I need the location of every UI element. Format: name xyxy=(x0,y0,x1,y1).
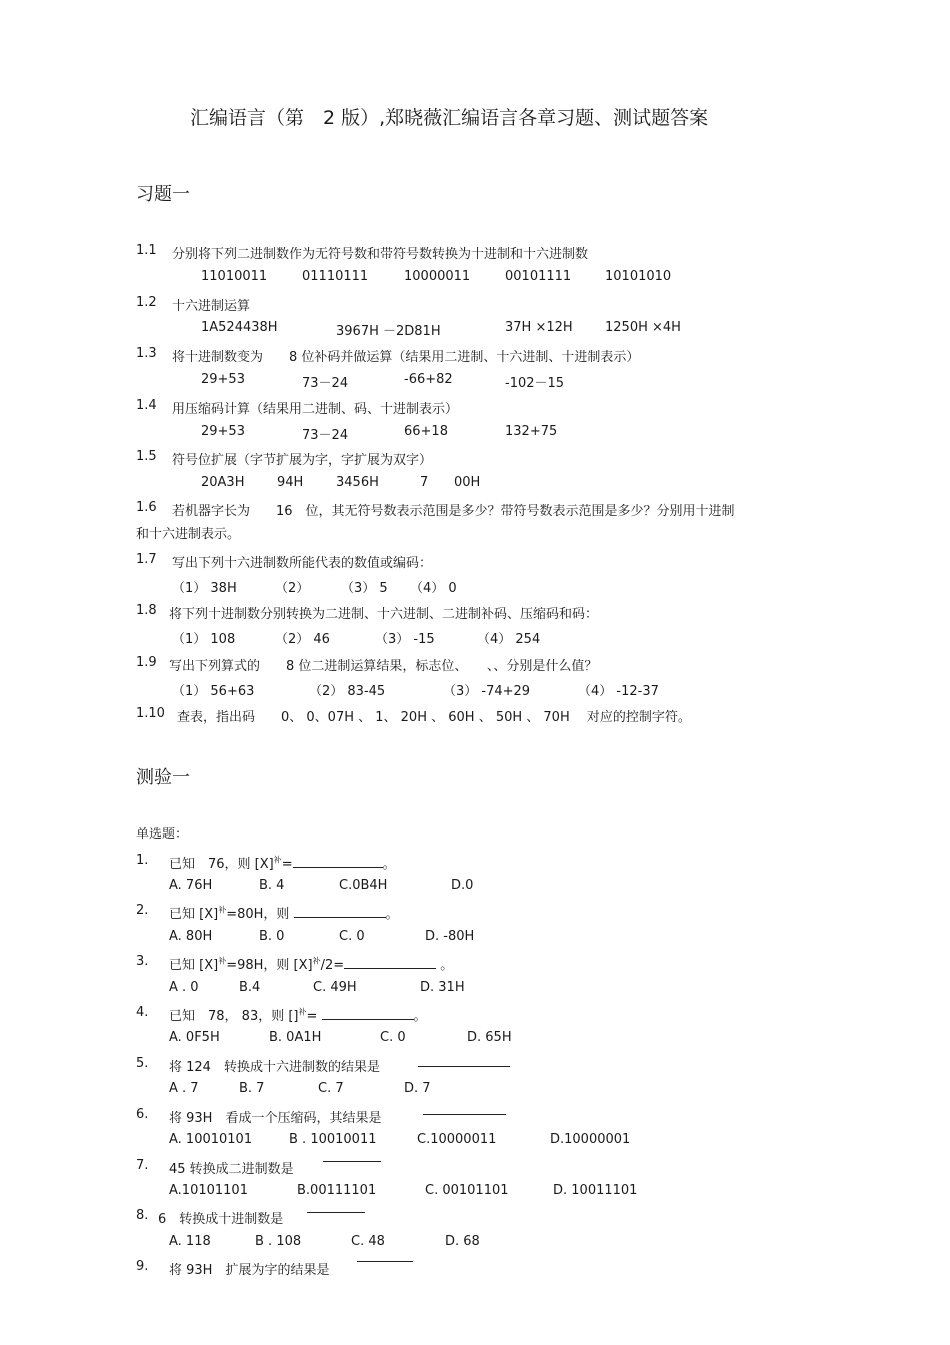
option: D. -80H xyxy=(425,929,475,944)
option: A. 118 xyxy=(169,1234,211,1249)
answer-blank xyxy=(323,1149,381,1162)
answer-blank xyxy=(322,1007,414,1020)
list-item: 10101010 xyxy=(605,269,672,284)
option: B. 4 xyxy=(259,878,285,893)
question-number: 9. xyxy=(136,1259,149,1274)
option: B.00111101 xyxy=(297,1183,377,1198)
option: D. 10011101 xyxy=(553,1183,638,1198)
question-text: 6 转换成十进制数是 xyxy=(158,1212,284,1227)
question-text: 已知 $[X]^补=98H$，则 $[X]^补/2=$ 。 xyxy=(169,956,454,973)
list-item: 73－24 xyxy=(302,428,349,443)
exercise-number: 1.4 xyxy=(136,398,157,413)
list-item: 73－24 xyxy=(302,376,349,391)
list-item: （1） 108 xyxy=(172,632,236,647)
exercise-text: 写出下列十六进制数所能代表的数值或编码： xyxy=(172,556,433,571)
exercise-text: 用压缩码计算（结果用二进制、码、十进制表示） xyxy=(172,402,459,417)
exercise-text: 分别将下列二进制数作为无符号数和带符号数转换为十进制和十六进制数 xyxy=(172,247,589,262)
list-item: 1250H ×4H xyxy=(605,320,681,335)
list-item: 29+53 xyxy=(201,424,245,439)
exercise-text: 将十进制数变为 8 位补码并做运算（结果用二进制、十六进制、十进制表示） xyxy=(172,350,640,365)
option: D. 65H xyxy=(467,1030,512,1045)
question-text: 将 124 转换成十六进制数的结果是 xyxy=(169,1060,380,1075)
section-heading-quiz: 测验一 xyxy=(136,767,190,788)
list-item: （4） 254 xyxy=(477,632,541,647)
answer-blank xyxy=(418,1054,510,1067)
option: B. 0A1H xyxy=(269,1030,322,1045)
exercise-number: 1.5 xyxy=(136,449,157,464)
answer-blank xyxy=(357,1249,413,1262)
question-number: 1. xyxy=(136,853,149,868)
list-item: 3456H xyxy=(336,475,379,490)
option: C. 7 xyxy=(318,1081,344,1096)
option: A. 10010101 xyxy=(169,1132,253,1147)
list-item: 20A3H xyxy=(201,475,245,490)
option: C.0B4H xyxy=(339,878,388,893)
option: D. 68 xyxy=(445,1234,480,1249)
list-item: -102－15 xyxy=(505,376,565,391)
list-item: 3967H －2D81H xyxy=(336,324,441,339)
section-heading-exercises: 习题一 xyxy=(136,184,190,205)
list-item: （3） 5 xyxy=(341,581,388,596)
exercise-number: 1.10 xyxy=(136,706,165,721)
question-number: 3. xyxy=(136,954,149,969)
exercise-text: 十六进制运算 xyxy=(172,299,251,314)
page-title: 汇编语言（第 2 版）,郑晓薇汇编语言各章习题、测试题答案 xyxy=(190,107,709,129)
exercise-text: 符号位扩展（字节扩展为字，字扩展为双字） xyxy=(172,453,433,468)
exercise-text: 和十六进制表示。 xyxy=(136,527,241,542)
option: A.10101101 xyxy=(169,1183,248,1198)
question-text: 已知 78， 83，则 []$^补$= 。 xyxy=(169,1007,427,1024)
list-item: （3） -15 xyxy=(375,632,435,647)
list-item: （1） 38H xyxy=(172,581,237,596)
question-number: 6. xyxy=(136,1107,149,1122)
option: A. 76H xyxy=(169,878,213,893)
exercise-number: 1.7 xyxy=(136,552,157,567)
option: C. 48 xyxy=(351,1234,385,1249)
option: B . 108 xyxy=(255,1234,302,1249)
option: B. 7 xyxy=(239,1081,265,1096)
subheading-single-choice: 单选题： xyxy=(136,827,189,842)
list-item: 00101111 xyxy=(505,269,572,284)
question-number: 2. xyxy=(136,903,149,918)
list-item: 29+53 xyxy=(201,372,245,387)
question-text: 已知 76，则 $[X]^补=$ 。 xyxy=(169,855,396,872)
option: A. 80H xyxy=(169,929,213,944)
option: A . 0 xyxy=(169,980,199,995)
question-text: 将 93H 扩展为字的结果是 xyxy=(169,1263,330,1278)
question-number: 4. xyxy=(136,1005,149,1020)
list-item: -66+82 xyxy=(404,372,453,387)
exercise-text: 写出下列算式的 8 位二进制运算结果，标志位、 、、分别是什么值？ xyxy=(169,659,598,674)
answer-blank xyxy=(293,855,383,868)
list-item: （2） 46 xyxy=(275,632,330,647)
option: A . 7 xyxy=(169,1081,199,1096)
list-item: 00H xyxy=(454,475,481,490)
option: C. 0 xyxy=(380,1030,406,1045)
question-number: 5. xyxy=(136,1056,149,1071)
exercise-number: 1.2 xyxy=(136,295,157,310)
option: D. 7 xyxy=(404,1081,431,1096)
list-item: 37H ×12H xyxy=(505,320,573,335)
exercise-number: 1.3 xyxy=(136,346,157,361)
list-item: （2） xyxy=(275,581,310,596)
list-item: 10000011 xyxy=(404,269,471,284)
list-item: （4） -12-37 xyxy=(578,684,659,699)
list-item: 11010011 xyxy=(201,269,268,284)
exercise-number: 1.1 xyxy=(136,243,157,258)
list-item: （3） -74+29 xyxy=(443,684,531,699)
list-item: 7 xyxy=(420,475,429,490)
question-text: 将 93H 看成一个压缩码，其结果是 xyxy=(169,1111,382,1126)
answer-blank xyxy=(423,1102,506,1115)
exercise-text: 若机器字长为 16 位，其无符号数表示范围是多少？带符号数表示范围是多少？分别用十进制 xyxy=(172,504,735,519)
option: C. 0 xyxy=(339,929,365,944)
list-item: （1） 56+63 xyxy=(172,684,255,699)
list-item: （2） 83-45 xyxy=(309,684,386,699)
question-number: 7. xyxy=(136,1158,149,1173)
list-item: 66+18 xyxy=(404,424,448,439)
answer-blank xyxy=(344,956,436,969)
list-item: 132+75 xyxy=(505,424,558,439)
question-number: 8. xyxy=(136,1208,149,1223)
option: A. 0F5H xyxy=(169,1030,220,1045)
exercise-number: 1.6 xyxy=(136,500,157,515)
answer-blank xyxy=(294,905,386,918)
exercise-text: 查表，指出码 0、 0、07H 、 1、 20H 、 60H 、 50H 、 70H 对应的控制字符。 xyxy=(177,710,691,725)
exercise-text: 将下列十进制数分别转换为二进制、十六进制、二进制补码、压缩码和码： xyxy=(169,607,599,622)
question-text: 45 转换成二进制数是 xyxy=(169,1162,294,1177)
answer-blank xyxy=(307,1200,365,1213)
option: D.10000001 xyxy=(550,1132,631,1147)
exercise-number: 1.8 xyxy=(136,603,157,618)
question-text: 已知 $[X]^补=80H$，则 。 xyxy=(169,905,399,922)
option: B. 0 xyxy=(259,929,285,944)
option: B . 10010011 xyxy=(289,1132,377,1147)
list-item: 1A524438H xyxy=(201,320,278,335)
option: D.0 xyxy=(451,878,474,893)
option: C.10000011 xyxy=(417,1132,497,1147)
list-item: 94H xyxy=(277,475,304,490)
option: C. 49H xyxy=(313,980,357,995)
list-item: （4） 0 xyxy=(410,581,457,596)
option: B.4 xyxy=(239,980,261,995)
exercise-number: 1.9 xyxy=(136,655,157,670)
list-item: 01110111 xyxy=(302,269,369,284)
option: C. 00101101 xyxy=(425,1183,509,1198)
option: D. 31H xyxy=(420,980,465,995)
